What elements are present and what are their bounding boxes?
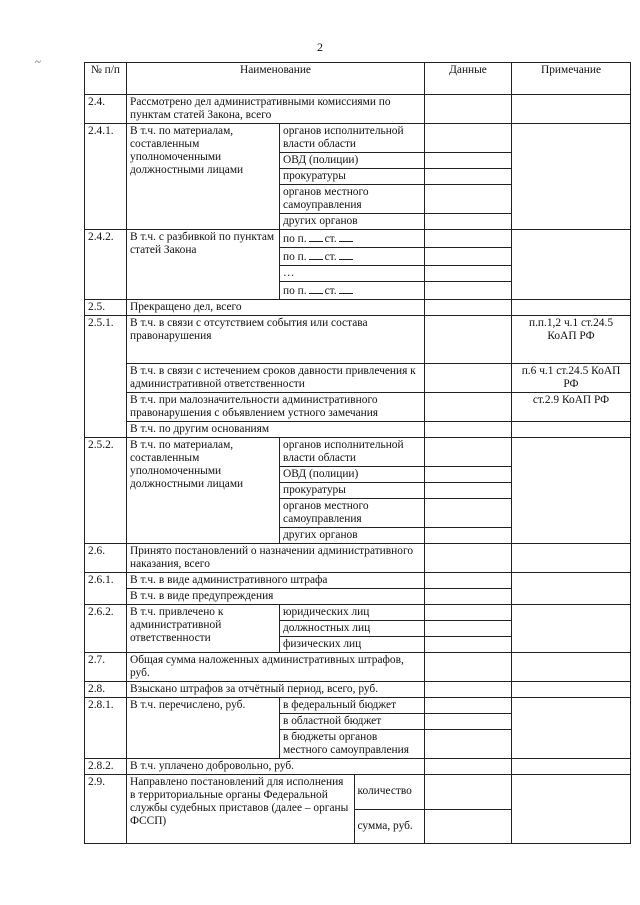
table-row — [85, 682, 631, 698]
row-text: Рассмотрено дел административными комиссиями по пунктам статей Закона, всего — [127, 95, 425, 124]
sub-row-label: ОВД (полиции) — [280, 153, 425, 169]
sub-row-label: прокуратуры — [280, 169, 425, 185]
sub-row-label: количество — [354, 775, 424, 809]
clause-label: по п. — [283, 285, 307, 297]
note-cell — [512, 95, 631, 124]
report-table — [84, 62, 631, 844]
row-text: В т.ч. уплачено добровольно, руб. — [127, 759, 425, 775]
data-cell[interactable] — [425, 214, 512, 230]
note-cell — [512, 230, 631, 300]
note-cell — [512, 775, 631, 844]
data-cell[interactable] — [425, 422, 512, 438]
note-cell: п.п.1,2 ч.1 ст.24.5 КоАП РФ — [512, 316, 631, 364]
note-cell — [512, 573, 631, 605]
table-row — [85, 393, 631, 422]
sub-row-label: органов исполнительной власти области — [280, 124, 425, 153]
article-label: ст. — [324, 233, 337, 245]
data-cell[interactable] — [425, 393, 512, 422]
data-cell[interactable] — [425, 230, 512, 248]
data-cell[interactable] — [425, 809, 512, 844]
row-num: 2.4. — [85, 95, 127, 124]
margin-mark: ~ — [35, 56, 41, 68]
blank-line — [339, 231, 353, 242]
sub-row-label: физических лиц — [280, 637, 425, 653]
sub-row-label: органов исполнительной власти области — [280, 438, 425, 467]
nested-table — [127, 775, 424, 843]
data-cell[interactable] — [425, 637, 512, 653]
data-cell[interactable] — [425, 153, 512, 169]
data-cell[interactable] — [425, 714, 512, 730]
sub-row-label: органов местного самоуправления — [280, 185, 425, 214]
sub-row-label: органов местного самоуправления — [280, 499, 425, 528]
data-cell[interactable] — [425, 605, 512, 621]
row-text: В т.ч. перечислено, руб. — [127, 698, 280, 759]
row-text: В т.ч. в связи с истечением сроков давности привлечения к административной ответственности — [127, 364, 425, 393]
row-text: Взыскано штрафов за отчётный период, всего, руб. — [127, 682, 425, 698]
header-num: № п/п — [85, 63, 127, 95]
row-num: 2.6.2. — [85, 605, 127, 653]
data-cell[interactable] — [425, 438, 512, 467]
data-cell[interactable] — [425, 300, 512, 316]
data-cell[interactable] — [425, 730, 512, 759]
row-text: В т.ч. по другим основаниям — [127, 422, 425, 438]
row-text: В т.ч. в связи с отсутствием события или состава правонарушения — [127, 316, 425, 364]
row-text: В т.ч. при малозначительности административного правонарушения с объявлением устного замечания — [127, 393, 425, 422]
table-row — [85, 605, 631, 621]
sub-row-label: должностных лиц — [280, 621, 425, 637]
note-cell — [512, 438, 631, 544]
data-cell[interactable] — [425, 364, 512, 393]
data-cell[interactable] — [425, 483, 512, 499]
row-text: Направлено постановлений для исполнения в территориальные органы Федеральной службы судебных приставов (далее – органы ФССП) — [127, 775, 354, 843]
page-number: 2 — [317, 40, 323, 54]
table-row — [85, 759, 631, 775]
data-cell[interactable] — [425, 589, 512, 605]
sub-row-label: в федеральный бюджет — [280, 698, 425, 714]
data-cell[interactable] — [425, 682, 512, 698]
row-num: 2.7. — [85, 653, 127, 682]
row-text: Общая сумма наложенных административных штрафов, руб. — [127, 653, 425, 682]
table-row — [85, 124, 631, 153]
article-label: ст. — [324, 251, 337, 263]
table-header-row — [85, 63, 631, 95]
article-label: ст. — [324, 285, 337, 297]
note-cell — [512, 698, 631, 759]
data-cell[interactable] — [425, 759, 512, 775]
data-cell[interactable] — [425, 124, 512, 153]
sub-row-label: сумма, руб. — [357, 819, 413, 832]
data-cell[interactable] — [425, 266, 512, 282]
data-cell[interactable] — [425, 528, 512, 544]
note-cell — [512, 300, 631, 316]
header-note: Примечание — [512, 63, 631, 95]
row-text: В т.ч. по материалам, составленным уполномоченными должностными лицами — [127, 438, 280, 544]
header-data: Данные — [425, 63, 512, 95]
clause-label: по п. — [283, 233, 307, 245]
table-row — [85, 775, 631, 810]
table-row — [85, 95, 631, 124]
sub-row-label — [280, 230, 425, 248]
sub-row-label: в бюджеты органов местного самоуправления — [280, 730, 425, 759]
table-row — [85, 698, 631, 714]
data-cell[interactable] — [425, 316, 512, 364]
row-text: Принято постановлений о назначении административного наказания, всего — [127, 544, 425, 573]
data-cell[interactable] — [425, 653, 512, 682]
blank-line — [339, 249, 353, 260]
table-row — [85, 653, 631, 682]
data-cell[interactable] — [425, 467, 512, 483]
row-text: В т.ч. в виде административного штрафа — [127, 573, 425, 589]
table-row — [85, 438, 631, 467]
data-cell[interactable] — [425, 282, 512, 300]
blank-line — [309, 283, 323, 294]
data-cell[interactable] — [425, 544, 512, 573]
note-cell: ст.2.9 КоАП РФ — [512, 393, 631, 422]
row-num: 2.8.2. — [85, 759, 127, 775]
row-num: 2.5.1. — [85, 316, 127, 438]
sub-row-label: … — [280, 266, 425, 282]
table-row — [85, 544, 631, 573]
row-num: 2.4.1. — [85, 124, 127, 230]
sub-row-label — [280, 282, 425, 300]
table-row — [85, 300, 631, 316]
table-row — [85, 573, 631, 589]
sub-row-label: юридических лиц — [280, 605, 425, 621]
row-num: 2.5. — [85, 300, 127, 316]
row-num: 2.5.2. — [85, 438, 127, 544]
data-cell[interactable] — [425, 169, 512, 185]
data-cell[interactable] — [425, 573, 512, 589]
row-text: Прекращено дел, всего — [127, 300, 425, 316]
note-cell — [512, 422, 631, 438]
table-row — [85, 230, 631, 248]
row-num: 2.8.1. — [85, 698, 127, 759]
sub-row-label: прокуратуры — [280, 483, 425, 499]
row-text: В т.ч. привлечено к административной ответственности — [127, 605, 280, 653]
note-cell — [512, 544, 631, 573]
table-row — [85, 422, 631, 438]
row-text-cell — [127, 775, 425, 844]
note-cell — [512, 124, 631, 230]
sub-row-label — [280, 248, 425, 266]
sub-row-label: других органов — [280, 528, 425, 544]
sub-row-label: ОВД (полиции) — [280, 467, 425, 483]
data-cell[interactable] — [425, 621, 512, 637]
sub-row-label: в областной бюджет — [280, 714, 425, 730]
blank-line — [309, 231, 323, 242]
table-row — [85, 316, 631, 364]
blank-line — [339, 283, 353, 294]
row-text: В т.ч. по материалам, составленным уполномоченными должностными лицами — [127, 124, 280, 230]
sub-row-label: других органов — [280, 214, 425, 230]
note-cell: п.6 ч.1 ст.24.5 КоАП РФ — [512, 364, 631, 393]
row-num: 2.4.2. — [85, 230, 127, 300]
row-num: 2.6. — [85, 544, 127, 573]
data-cell[interactable] — [425, 248, 512, 266]
note-cell — [512, 682, 631, 698]
note-cell — [512, 605, 631, 653]
row-num: 2.8. — [85, 682, 127, 698]
data-cell[interactable] — [425, 95, 512, 124]
table-row — [85, 364, 631, 393]
clause-label: по п. — [283, 251, 307, 263]
row-num: 2.9. — [85, 775, 127, 844]
data-cell[interactable] — [425, 698, 512, 714]
note-cell — [512, 653, 631, 682]
note-cell — [512, 759, 631, 775]
row-text: В т.ч. в виде предупреждения — [127, 589, 425, 605]
data-cell[interactable] — [425, 499, 512, 528]
row-text: В т.ч. с разбивкой по пунктам статей Закона — [127, 230, 280, 300]
data-cell[interactable] — [425, 185, 512, 214]
blank-line — [309, 249, 323, 260]
header-name: Наименование — [127, 63, 425, 95]
data-cell[interactable] — [425, 775, 512, 810]
row-num: 2.6.1. — [85, 573, 127, 605]
